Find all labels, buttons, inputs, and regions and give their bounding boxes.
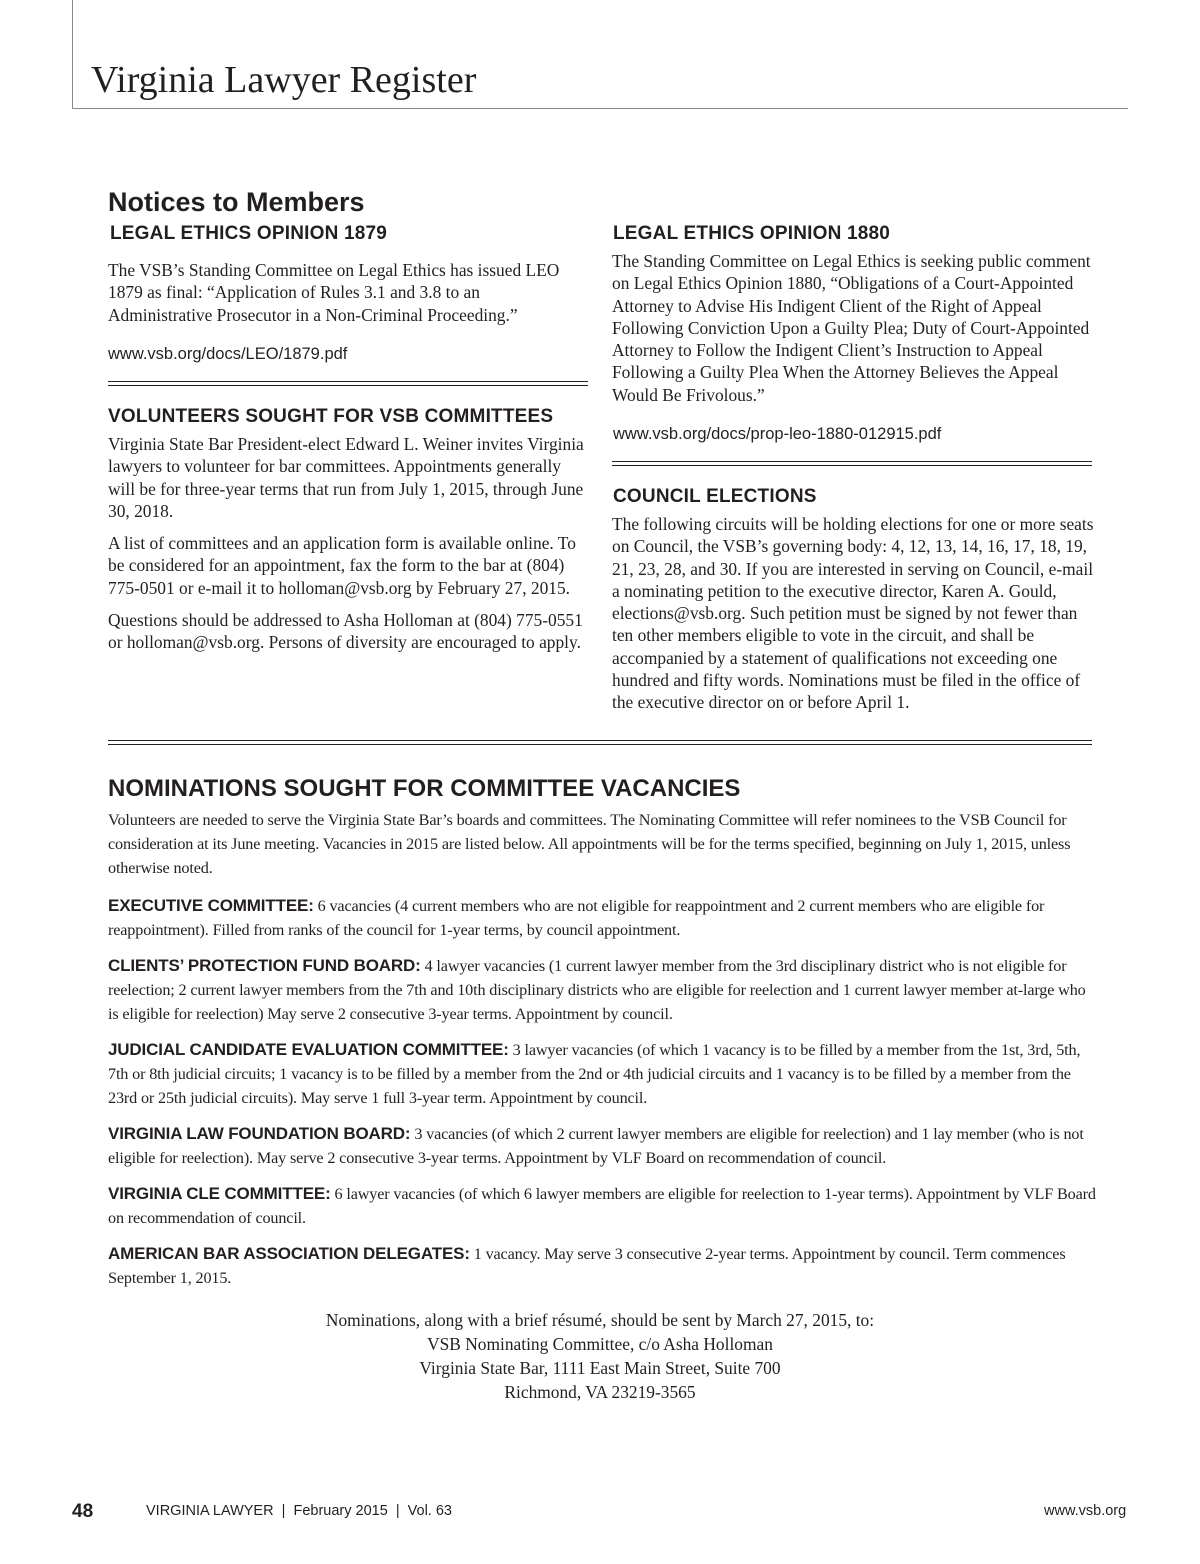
leo-1880-heading: LEGAL ETHICS OPINION 1880 bbox=[613, 223, 891, 244]
footer-website: www.vsb.org bbox=[1044, 1503, 1127, 1519]
header-divider-horizontal bbox=[72, 108, 1128, 109]
vacancy-text: 4 lawyer vacancies (1 current lawyer member from the 3rd disciplinary district who is not eligible for reelection; 2 current lawyer members from the 7th and 10th disciplinary districts who are eligible for reelection and 1 current lawyer member at-large who is eligible for reelection) May serve 2 consecutive 3-year terms. Appointment by council. bbox=[108, 957, 1086, 1023]
council-text: The following circuits will be holding elections for one or more seats on Council, the VSB’s governing body: 4, 12, 13, 14, 16, 17, 18, 19, 21, 23, 28, and 30. If you are interested in serving on Council, e-mail a nominating petition to the executive director, Karen A. Gould, bbox=[612, 514, 1094, 601]
vacancy-item bbox=[108, 1182, 1098, 1230]
leo-1880-link[interactable]: www.vsb.org/docs/prop-leo-1880-012915.pdf bbox=[613, 425, 942, 443]
council-text: . Such petition must be signed by not fewer than ten other members eligible to vote in the circuit, and shall be accompanied by a statement of qualifications not exceeding one hundred and fifty words. Nominations must be filed in the office of the executive director on or before April 1. bbox=[612, 603, 1081, 713]
vacancy-label: VIRGINIA CLE COMMITTEE: bbox=[108, 1184, 331, 1203]
volunteers-body bbox=[108, 433, 586, 664]
closing-line: VSB Nominating Committee, c/o Asha Holloman bbox=[427, 1334, 773, 1354]
volunteers-text: . Persons of diversity are encouraged to apply. bbox=[259, 632, 581, 653]
nominations-intro: Volunteers are needed to serve the Virginia State Bar’s boards and committees. The Nominating Committee will refer nominees to the VSB Council for consideration at its June meeting. Vacancies in 2015 are listed below. All appointments will be for the terms specified, beginning on July 1, 2015, unless otherwise noted. bbox=[108, 811, 1071, 877]
closing-line: Nominations, along with a brief résumé, should be sent by March 27, 2015, to: bbox=[325, 1310, 875, 1330]
leo-1879-heading: LEGAL ETHICS OPINION 1879 bbox=[110, 223, 388, 244]
vacancy-list bbox=[108, 894, 1098, 1290]
vacancy-label: JUDICIAL CANDIDATE EVALUATION COMMITTEE: bbox=[108, 1040, 509, 1059]
leo-1879-body: The VSB’s Standing Committee on Legal Ethics has issued LEO 1879 as final: “Application of Rules 3.1 and 3.8 to an Administrative Prosecutor in a Non-Criminal Proceeding.” bbox=[108, 260, 560, 325]
publication-info: VIRGINIA LAWYER | February 2015 | Vol. 63 bbox=[146, 1503, 452, 1519]
holloman-email-link[interactable]: holloman@vsb.org bbox=[278, 577, 412, 598]
page-number: 48 bbox=[72, 1501, 94, 1522]
volunteers-text: Questions should be addressed to Asha Holloman at (804) 775-0551 or bbox=[108, 610, 583, 653]
council-elections-heading: COUNCIL ELECTIONS bbox=[613, 486, 817, 507]
vacancy-text: 3 vacancies (of which 2 current lawyer members are eligible for reelection) and 1 lay member (who is not eligible for reelection). May serve 2 consecutive 3-year terms. Appointment by VLF Board on recommendation of council. bbox=[108, 1125, 1084, 1167]
vacancy-label: VIRGINIA LAW FOUNDATION BOARD: bbox=[108, 1124, 411, 1143]
volunteers-text: by February 27, 2015. bbox=[411, 577, 571, 598]
vacancy-text: 3 lawyer vacancies (of which 1 vacancy is to be filled by a member from the 1st, 3rd, 5th, 7th or 8th judicial circuits; 1 vacancy is to be filled by a member from the 2nd or 4th judicial circuits and 1 vacancy is to be filled by a member from the 23rd or 25th judicial circuits). May serve 1 full 3-year term. Appointment by council. bbox=[108, 1041, 1081, 1107]
vacancy-text: 6 lawyer vacancies (of which 6 lawyer members are eligible for reelection to 1-year terms). Appointment by VLF Board on recommendation of council. bbox=[108, 1185, 1096, 1227]
volunteers-heading: VOLUNTEERS SOUGHT FOR VSB COMMITTEES bbox=[108, 406, 554, 427]
nominations-closing bbox=[0, 1308, 1200, 1404]
nominations-body bbox=[108, 808, 1098, 1302]
section-divider-wide bbox=[108, 740, 1092, 745]
nominations-title: NOMINATIONS SOUGHT FOR COMMITTEE VACANCIES bbox=[108, 775, 741, 802]
closing-line: Richmond, VA 23219-3565 bbox=[504, 1382, 696, 1402]
elections-email-link[interactable]: elections@vsb.org bbox=[612, 603, 742, 624]
leo-1880-body: The Standing Committee on Legal Ethics is seeking public comment on Legal Ethics Opinion 1880, “Obligations of a Court-Appointed Attorney to Advise His Indigent Client of the Right of Appeal Following Conviction Upon a Guilty Plea; Duty of Court-Appointed Attorney to Follow the Indigent Client’s Instruction to Appeal Following a Guilty Plea When the Attorney Believes the Appeal Would Be Frivolous.” bbox=[612, 251, 1091, 405]
leo-1879-link[interactable]: www.vsb.org/docs/LEO/1879.pdf bbox=[108, 345, 348, 363]
header-divider-vertical bbox=[72, 0, 73, 108]
vacancy-item bbox=[108, 1038, 1098, 1110]
vacancy-label: CLIENTS’ PROTECTION FUND BOARD: bbox=[108, 956, 421, 975]
council-elections-body bbox=[612, 513, 1098, 714]
notices-title: Notices to Members bbox=[108, 187, 365, 217]
closing-line: Virginia State Bar, 1111 East Main Street, Suite 700 bbox=[419, 1358, 781, 1378]
section-divider bbox=[108, 381, 588, 386]
volunteers-paragraph bbox=[108, 532, 586, 599]
page-header-title: Virginia Lawyer Register bbox=[91, 59, 477, 101]
holloman-email-link[interactable]: holloman@vsb.org bbox=[126, 632, 260, 653]
vacancy-text: 6 vacancies (4 current members who are not eligible for reappointment and 2 current members who are eligible for reappointment). Filled from ranks of the council for 1-year terms, by council appointment. bbox=[108, 897, 1045, 939]
volunteers-text: A list of committees and an application form is available online. To be considered for an appointment, fax the form to the bar at (804) 775-0501 or e-mail it to bbox=[108, 533, 576, 598]
vacancy-label: AMERICAN BAR ASSOCIATION DELEGATES: bbox=[108, 1244, 470, 1263]
vacancy-item bbox=[108, 954, 1098, 1026]
vacancy-item bbox=[108, 894, 1098, 942]
vacancy-label: EXECUTIVE COMMITTEE: bbox=[108, 896, 314, 915]
vacancy-item bbox=[108, 1242, 1098, 1290]
volunteers-paragraph bbox=[108, 609, 586, 654]
section-divider bbox=[612, 461, 1092, 466]
volunteers-paragraph: Virginia State Bar President-elect Edward L. Weiner invites Virginia lawyers to volunteer for bar committees. Appointments generally will be for three-year terms that run from July 1, 2015, through June 30, 2018. bbox=[108, 434, 584, 521]
vacancy-item bbox=[108, 1122, 1098, 1170]
vacancy-text: 1 vacancy. May serve 3 consecutive 2-year terms. Appointment by council. Term commences September 1, 2015. bbox=[108, 1245, 1066, 1287]
